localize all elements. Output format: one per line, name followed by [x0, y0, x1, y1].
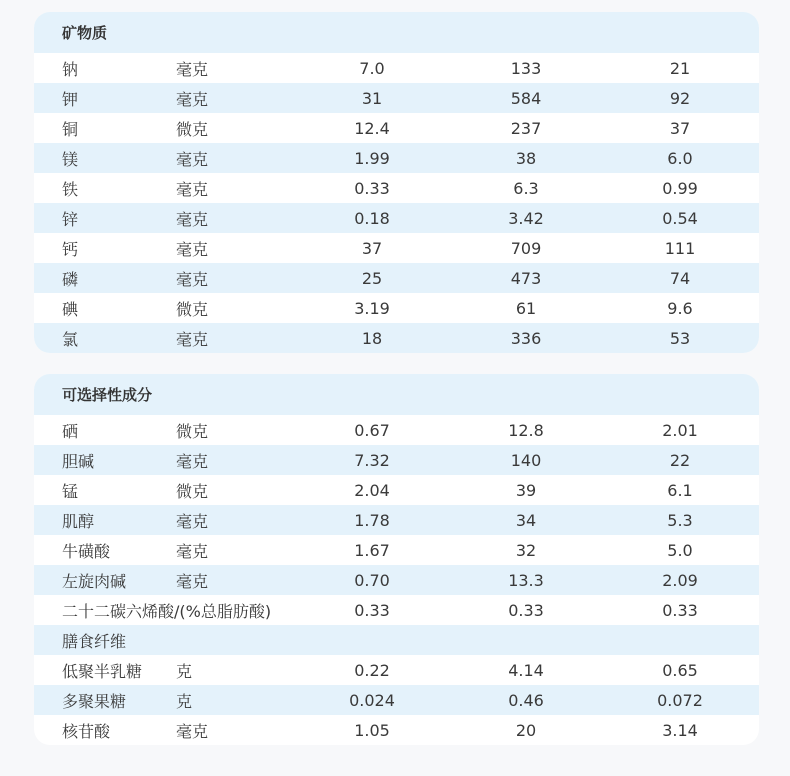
value-col-3: 5.0 — [667, 540, 693, 560]
value-col-3: 53 — [669, 328, 691, 348]
table-row — [34, 445, 759, 475]
value-col-1: 3.19 — [354, 298, 390, 318]
table-row — [34, 505, 759, 535]
unit-label: 微克 — [176, 299, 209, 319]
value-col-2: 6.3 — [513, 178, 539, 198]
unit-label: 毫克 — [176, 149, 209, 169]
value-col-2: 4.14 — [508, 660, 544, 680]
value-col-2: 237 — [510, 118, 542, 138]
unit-label: 毫克 — [176, 721, 209, 741]
value-col-2: 13.3 — [508, 570, 544, 590]
nutrient-name: 胆碱 — [62, 451, 95, 471]
value-col-3: 2.09 — [662, 570, 698, 590]
value-col-3: 0.54 — [662, 208, 698, 228]
table-row — [34, 203, 759, 233]
unit-label: 克 — [176, 691, 193, 711]
value-col-3: 6.0 — [667, 148, 693, 168]
value-col-3: 5.3 — [667, 510, 693, 530]
value-col-1: 0.18 — [354, 208, 390, 228]
value-col-2: 61 — [515, 298, 537, 318]
value-col-1: 0.67 — [354, 420, 390, 440]
unit-label: 毫克 — [176, 571, 209, 591]
nutrient-name: 碘 — [62, 299, 79, 319]
table-row — [34, 293, 759, 323]
value-col-3: 0.072 — [657, 690, 703, 710]
nutrient-name: 肌醇 — [62, 511, 95, 531]
value-col-1: 7.0 — [359, 58, 385, 78]
nutrient-name: 硒 — [62, 421, 79, 441]
table-row — [34, 565, 759, 595]
unit-label: 毫克 — [176, 89, 209, 109]
section-title: 矿物质 — [34, 12, 759, 53]
value-col-1: 25 — [361, 268, 383, 288]
value-col-2: 0.33 — [508, 600, 544, 620]
unit-label: 毫克 — [176, 59, 209, 79]
unit-label: 微克 — [176, 481, 209, 501]
value-col-2: 38 — [515, 148, 537, 168]
value-col-2: 336 — [510, 328, 542, 348]
value-col-1: 1.67 — [354, 540, 390, 560]
nutrient-name: 铁 — [62, 179, 79, 199]
value-col-2: 473 — [510, 268, 542, 288]
optional-ingredients-table — [34, 415, 759, 745]
value-col-3: 74 — [669, 268, 691, 288]
unit-label: 微克 — [176, 421, 209, 441]
value-col-2: 0.46 — [508, 690, 544, 710]
table-row — [34, 53, 759, 83]
value-col-2: 34 — [515, 510, 537, 530]
value-col-2: 39 — [515, 480, 537, 500]
value-col-1: 0.33 — [354, 600, 390, 620]
value-col-3: 9.6 — [667, 298, 693, 318]
value-col-1: 1.99 — [354, 148, 390, 168]
table-row — [34, 323, 759, 353]
value-col-2: 12.8 — [508, 420, 544, 440]
value-col-1: 37 — [361, 238, 383, 258]
unit-label: 毫克 — [176, 541, 209, 561]
nutrient-name: 膳食纤维 — [62, 631, 127, 651]
table-row — [34, 715, 759, 745]
value-col-2: 3.42 — [508, 208, 544, 228]
value-col-3: 3.14 — [662, 720, 698, 740]
table-row — [34, 143, 759, 173]
unit-label: 毫克 — [176, 209, 209, 229]
table-row — [34, 475, 759, 505]
unit-label: 毫克 — [176, 179, 209, 199]
value-col-1: 12.4 — [354, 118, 390, 138]
value-col-1: 0.024 — [349, 690, 395, 710]
value-col-3: 0.33 — [662, 600, 698, 620]
nutrient-name: 锌 — [62, 209, 79, 229]
nutrient-name: 镁 — [62, 149, 79, 169]
value-col-3: 0.65 — [662, 660, 698, 680]
nutrient-name: 磷 — [62, 269, 79, 289]
table-row — [34, 685, 759, 715]
nutrient-name: 二十二碳六烯酸/(%总脂肪酸) — [62, 601, 272, 621]
value-col-1: 2.04 — [354, 480, 390, 500]
unit-label: 毫克 — [176, 451, 209, 471]
nutrient-name: 铜 — [62, 119, 79, 139]
nutrient-name: 牛磺酸 — [62, 541, 111, 561]
value-col-2: 32 — [515, 540, 537, 560]
table-row — [34, 595, 759, 625]
value-col-1: 1.05 — [354, 720, 390, 740]
nutrient-name: 低聚半乳糖 — [62, 661, 143, 681]
value-col-1: 7.32 — [354, 450, 390, 470]
value-col-1: 31 — [361, 88, 383, 108]
value-col-1: 18 — [361, 328, 383, 348]
nutrient-name: 氯 — [62, 329, 79, 349]
nutrient-name: 锰 — [62, 481, 79, 501]
unit-label: 克 — [176, 661, 193, 681]
nutrient-name: 钠 — [62, 59, 79, 79]
table-row — [34, 173, 759, 203]
nutrient-name: 多聚果糖 — [62, 691, 127, 711]
optional-ingredients-panel — [34, 374, 759, 745]
table-row — [34, 83, 759, 113]
table-row — [34, 113, 759, 143]
nutrient-name: 钙 — [62, 239, 79, 259]
section-title: 可选择性成分 — [34, 374, 759, 415]
value-col-3: 22 — [669, 450, 691, 470]
unit-label: 毫克 — [176, 269, 209, 289]
value-col-2: 584 — [510, 88, 542, 108]
table-row — [34, 233, 759, 263]
value-col-2: 20 — [515, 720, 537, 740]
value-col-3: 2.01 — [662, 420, 698, 440]
unit-label: 毫克 — [176, 329, 209, 349]
value-col-2: 133 — [510, 58, 542, 78]
table-row — [34, 535, 759, 565]
table-row — [34, 415, 759, 445]
nutrient-name: 钾 — [62, 89, 79, 109]
value-col-1: 0.33 — [354, 178, 390, 198]
value-col-2: 709 — [510, 238, 542, 258]
nutrient-name: 左旋肉碱 — [62, 571, 127, 591]
unit-label: 毫克 — [176, 239, 209, 259]
unit-label: 微克 — [176, 119, 209, 139]
unit-label: 毫克 — [176, 511, 209, 531]
value-col-3: 37 — [669, 118, 691, 138]
value-col-3: 0.99 — [662, 178, 698, 198]
value-col-2: 140 — [510, 450, 542, 470]
value-col-3: 111 — [664, 238, 696, 258]
table-row — [34, 625, 759, 655]
value-col-1: 1.78 — [354, 510, 390, 530]
nutrient-name: 核苷酸 — [62, 721, 111, 741]
minerals-panel — [34, 12, 759, 353]
value-col-1: 0.70 — [354, 570, 390, 590]
table-row — [34, 263, 759, 293]
value-col-3: 6.1 — [667, 480, 693, 500]
value-col-1: 0.22 — [354, 660, 390, 680]
value-col-3: 92 — [669, 88, 691, 108]
minerals-table — [34, 53, 759, 353]
table-row — [34, 655, 759, 685]
value-col-3: 21 — [669, 58, 691, 78]
